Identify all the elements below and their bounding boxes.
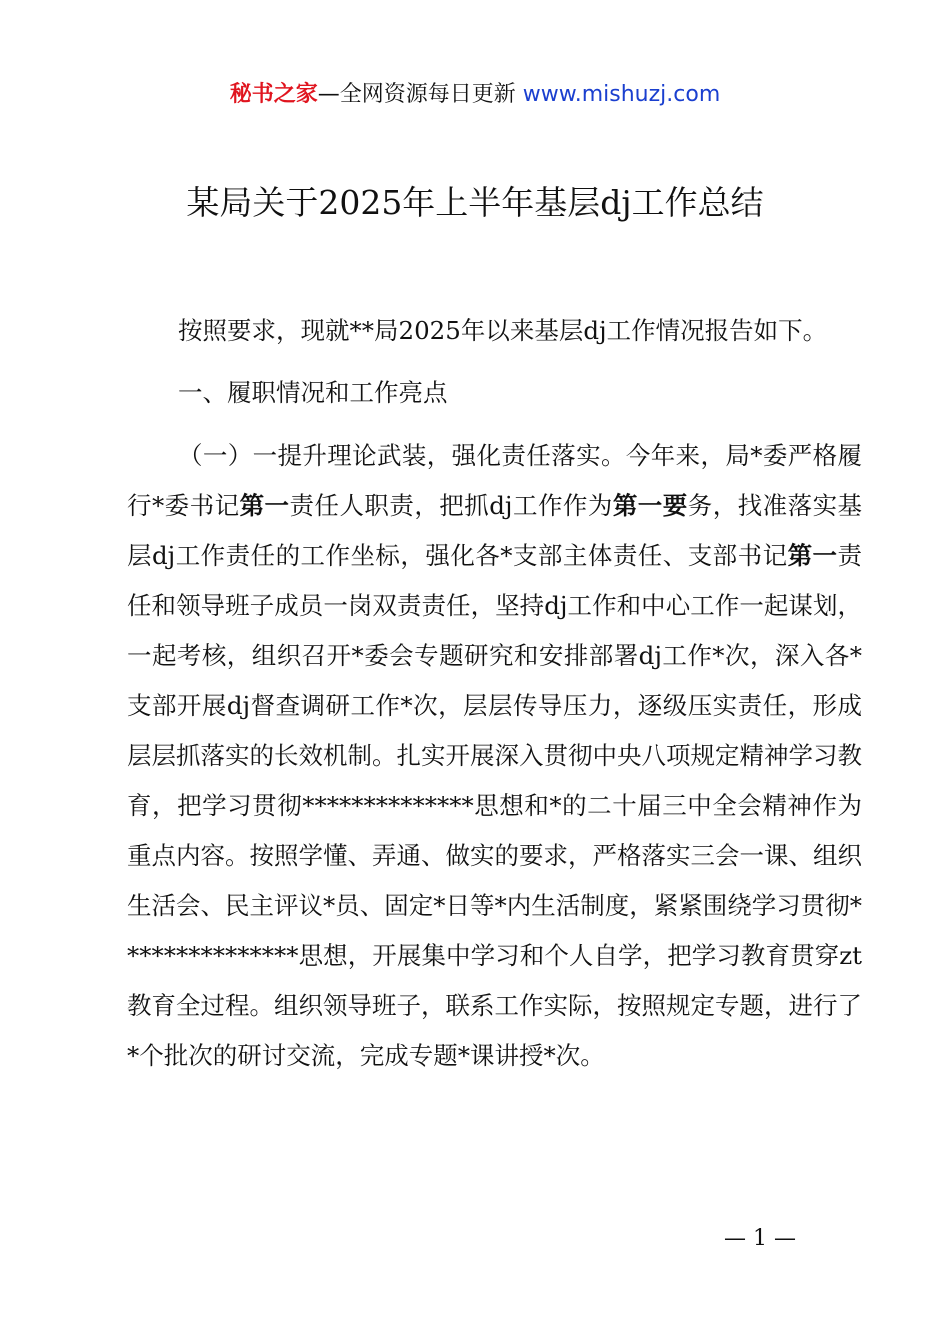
brand-name: 秘书之家 bbox=[229, 82, 318, 107]
page-number: — 1 — bbox=[724, 1226, 796, 1251]
paragraph-text: （一）一提升理论武装，强化责任落实。今年来，局*委严格履行*委书记 bbox=[127, 441, 862, 520]
paragraph-text: 责任人职责，把抓dj工作作为 bbox=[289, 491, 613, 520]
bold-emphasis: 第一要 bbox=[612, 491, 688, 520]
bold-emphasis: 第一 bbox=[239, 491, 290, 520]
paragraph-text: 责任和领导班子成员一岗双责责任，坚持dj工作和中心工作一起谋划，一起考核，组织召开*委会专题研究和安排部署dj工作*次，深入各*支部开展dj督查调研工作*次，层层传导压力，逐级压实责任，形成层层抓落实的长效机制。扎实开展深入贯彻中央八项规定精神学习教育，把学习贯彻**************思想和*的二十届三中全会精神作为重点内容。按照学懂、弄通、做实的要求，严格落实三会一课、组织生活会、民主评议*员、固定*日等*内生活制度，紧紧围绕学习贯彻***************思想，开展集中学习和个人自学，把学习教育贯穿zt教育全过程。组织领导班子，联系工作实际，按照规定专题，进行了*个批次的研讨交流，完成专题*课讲授*次。 bbox=[127, 541, 863, 1070]
intro-paragraph: 按照要求，现就**局2025年以来基层dj工作情况报告如下。 bbox=[178, 316, 828, 345]
document-title: 某局关于2025年上半年基层dj工作总结 bbox=[186, 183, 764, 222]
body-paragraph bbox=[127, 431, 862, 1081]
paragraph-text: 务，找准落实基层dj工作责任的工作坐标，强化各*支部主体责任、支部书记 bbox=[127, 491, 863, 570]
banner-slogan: —全网资源每日更新 bbox=[317, 82, 516, 107]
bold-emphasis: 第一 bbox=[787, 541, 838, 570]
section-heading: 一、履职情况和工作亮点 bbox=[178, 378, 448, 407]
website-url: www.mishuzj.com bbox=[522, 82, 721, 107]
header-banner bbox=[0, 78, 950, 112]
